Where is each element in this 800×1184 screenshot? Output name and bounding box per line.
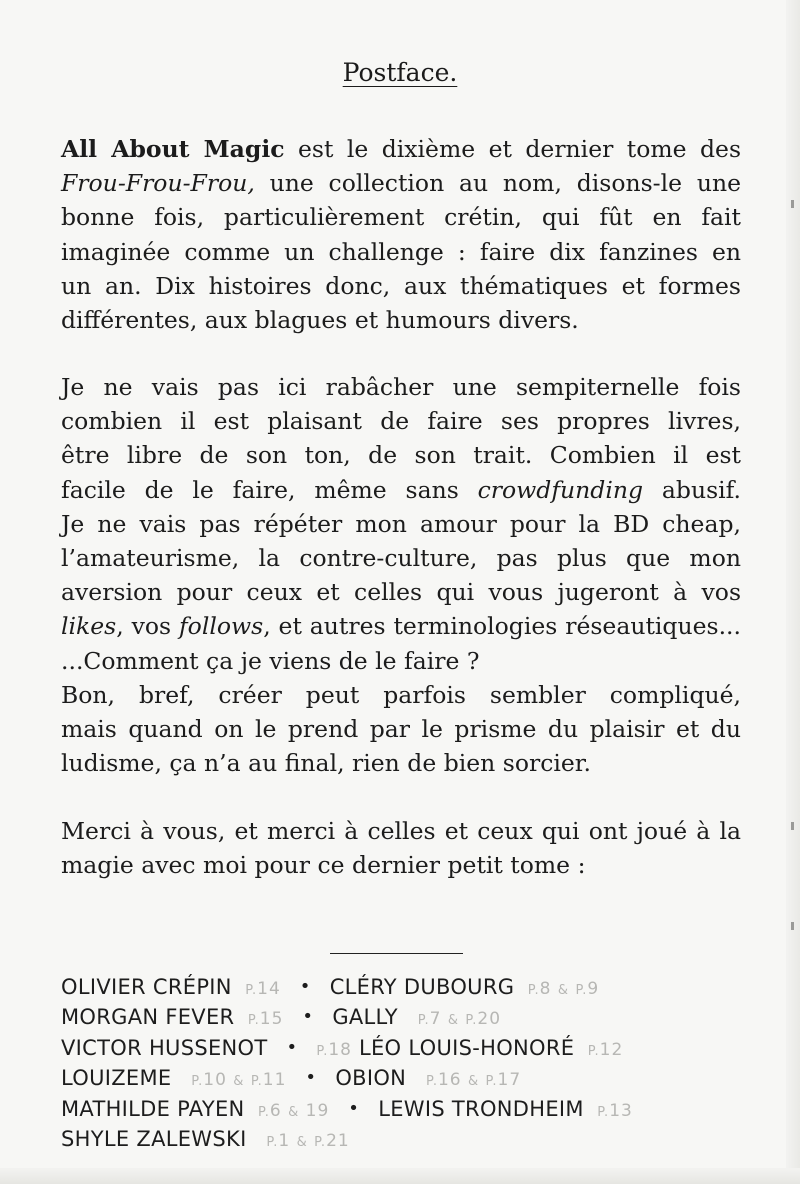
page-title: Postface. <box>342 58 458 87</box>
text-line: Frou-Frou-Frou, une collection au nom, disons-le une <box>61 169 741 198</box>
text-line: différentes, aux blagues et humours divers. <box>61 306 579 335</box>
text-line: imaginée comme un challenge : faire dix fanzines en <box>61 237 741 266</box>
credits-row <box>61 1065 751 1095</box>
text-line: magie avec moi pour ce dernier petit tome : <box>61 851 586 880</box>
page-ref: P.8 & P.9 <box>527 979 600 999</box>
author-name: LEWIS TRONDHEIM <box>378 1096 584 1121</box>
credits-row <box>61 1096 751 1126</box>
author-name: OBION <box>335 1066 407 1091</box>
author-name: MATHILDE PAYEN <box>61 1096 245 1121</box>
page-bottom-edge <box>0 1168 800 1184</box>
author-name: OLIVIER CRÉPIN <box>61 975 232 999</box>
credits-row <box>61 1126 751 1156</box>
author-name: CLÉRY DUBOURG <box>329 975 515 999</box>
series-title: Frou-Frou-Frou, <box>61 169 255 198</box>
credits-row <box>61 1004 751 1034</box>
author-name: LÉO LOUIS-HONORÉ <box>358 1035 575 1060</box>
text-line: facile de le faire, même sans crowdfunding abusif. <box>61 475 741 504</box>
bullet-separator: • <box>305 1067 317 1089</box>
page-ref: P.7 & P.20 <box>417 1009 502 1030</box>
book-title: All About Magic <box>61 135 285 163</box>
author-name: VICTOR HUSSENOT <box>61 1035 268 1060</box>
page-ref: P.1 & P.21 <box>266 1131 350 1152</box>
text-line: un an. Dix histoires donc, aux thématiques et formes <box>61 271 741 300</box>
text-line: aversion pour ceux et celles qui vous jugeront à vos <box>61 578 741 607</box>
text-line: Je ne vais pas répéter mon amour pour la BD cheap, <box>61 509 741 538</box>
text-line: Je ne vais pas ici rabâcher une sempiternelle fois <box>61 373 741 401</box>
page-edge-mark <box>791 822 794 830</box>
text-line: bonne fois, particulièrement crétin, qui fût en fait <box>61 203 741 232</box>
bullet-separator: • <box>348 1097 360 1119</box>
credits-row <box>61 974 751 1004</box>
text-line: combien il est plaisant de faire ses propres livres, <box>61 407 741 436</box>
page-ref: P.6 & 19 <box>257 1100 330 1121</box>
bullet-separator: • <box>299 976 311 997</box>
page-edge-mark <box>791 200 794 208</box>
divider-rule <box>330 953 463 954</box>
text-line: Bon, bref, créer peut parfois sembler compliqué, <box>61 680 741 709</box>
paragraph-thanks <box>61 814 741 882</box>
page-ref: P.14 <box>245 979 281 999</box>
page-ref: P.10 & P.11 <box>191 1070 287 1091</box>
author-name: SHYLE ZALEWSKI <box>61 1127 247 1152</box>
credits-row <box>61 1035 751 1065</box>
page-edge-shadow <box>786 0 800 1184</box>
text-line: ludisme, ça n’a au final, rien de bien sorcier. <box>61 749 591 778</box>
credits-list <box>61 974 751 1156</box>
text-line: être libre de son ton, de son trait. Combien il est <box>61 441 741 470</box>
bullet-separator: • <box>302 1006 314 1028</box>
page-edge-mark <box>791 922 794 930</box>
paragraph-body <box>61 370 741 780</box>
text-line: Merci à vous, et merci à celles et ceux qui ont joué à la <box>61 817 741 845</box>
author-name: LOUIZEME <box>61 1066 172 1091</box>
page-ref: P.18 <box>316 1039 352 1060</box>
text-line: mais quand on le prend par le prisme du plaisir et du <box>61 715 741 744</box>
paragraph-intro <box>61 132 741 337</box>
bullet-separator: • <box>286 1036 298 1058</box>
page-ref: P.16 & P.17 <box>426 1070 522 1091</box>
text-line: l’amateurisme, la contre-culture, pas plus que mon <box>61 544 741 573</box>
page-ref: P.15 <box>247 1009 284 1030</box>
author-name: MORGAN FEVER <box>61 1005 235 1030</box>
author-name: GALLY <box>332 1005 398 1030</box>
text-line: ...Comment ça je viens de le faire ? <box>61 646 480 675</box>
page-ref: P.13 <box>597 1100 633 1121</box>
text-line: likes, vos follows, et autres terminologies réseautiques... <box>61 612 741 641</box>
text-line: All About Magic est le dixième et dernier tome des <box>61 135 742 163</box>
page-ref: P.12 <box>587 1039 624 1060</box>
